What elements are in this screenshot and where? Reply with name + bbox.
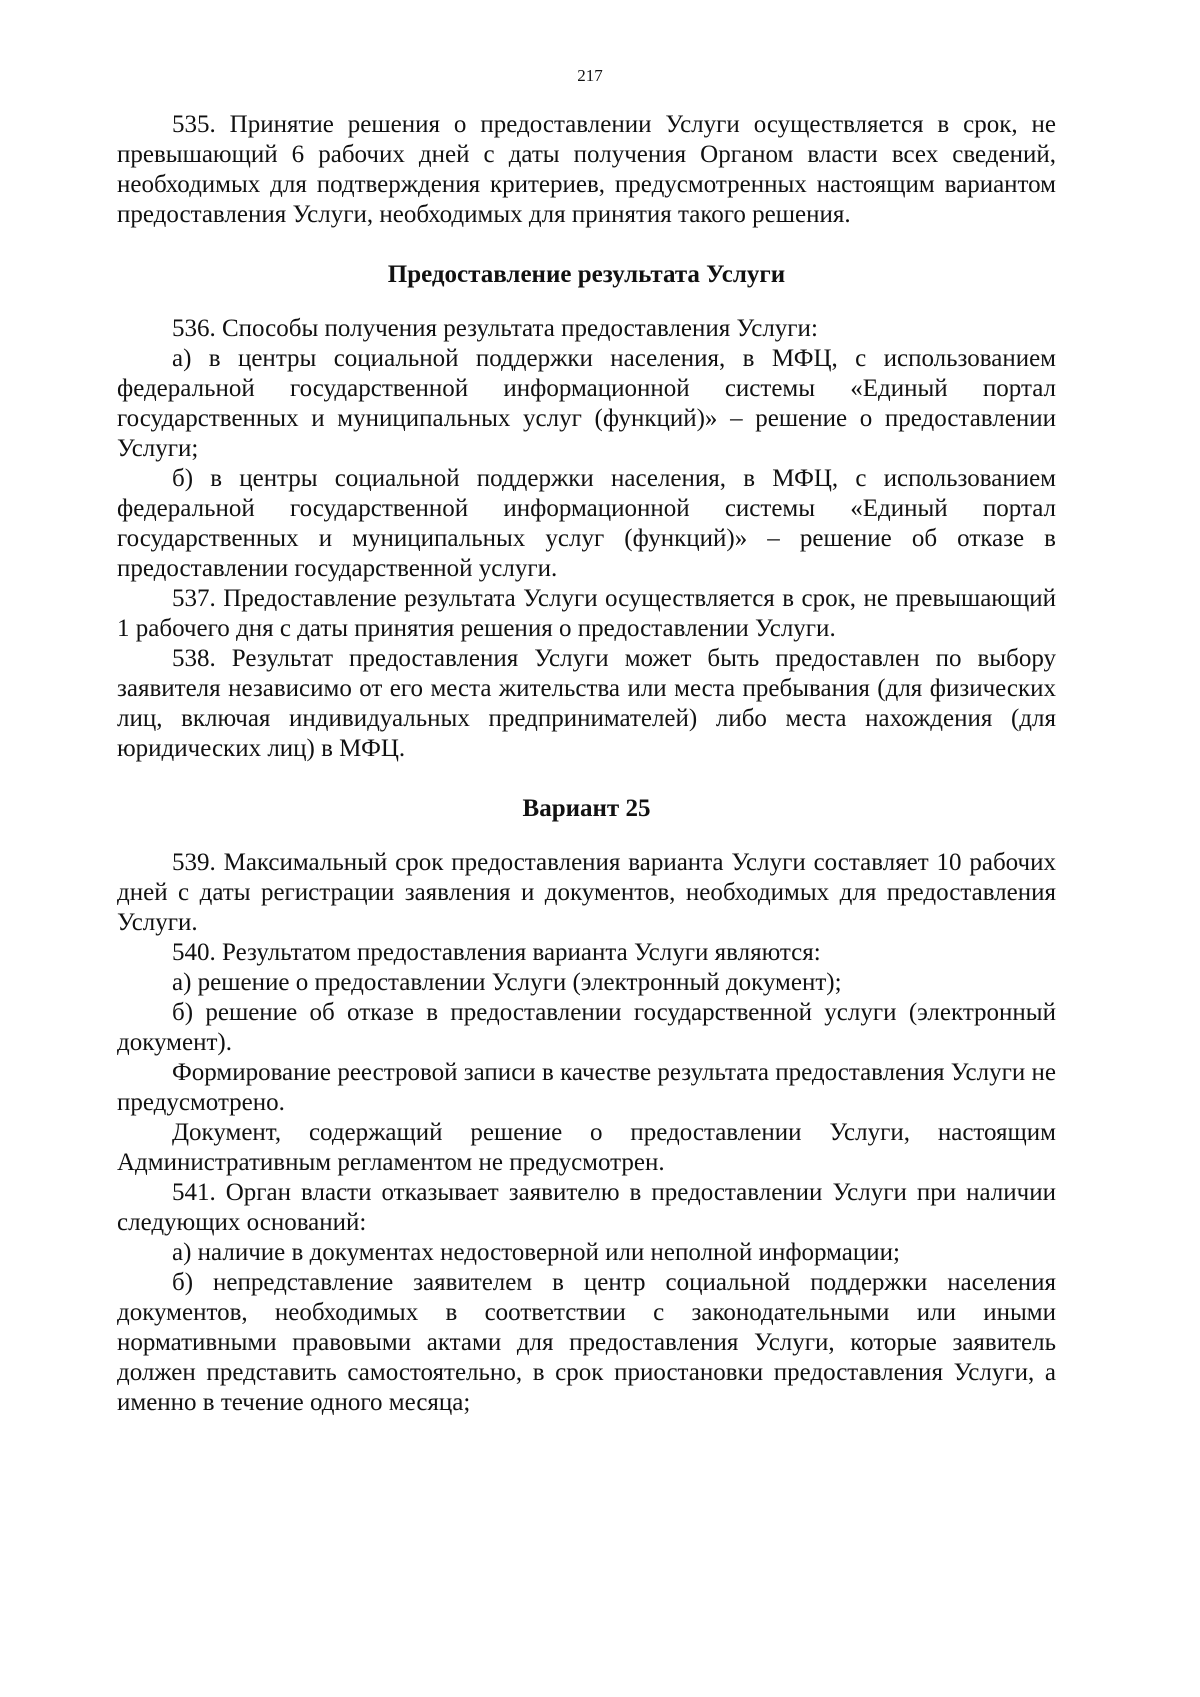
paragraph-539: 539. Максимальный срок предоставления варианта Услуги составляет 10 рабочих дней с даты регистрации заявления и документов, необходимых для предоставления Услуги. xyxy=(117,849,1056,936)
document-body xyxy=(117,110,1056,1418)
paragraph-538: 538. Результат предоставления Услуги может быть предоставлен по выбору заявителя независимо от его места жительства или места пребывания (для физических лиц, включая индивидуальных предпринимателей) либо места нахождения (для юридических лиц) в МФЦ. xyxy=(117,645,1056,762)
paragraph-541-b: б) непредставление заявителем в центр социальной поддержки населения документов, необходимых в соответствии с законодательными или иными нормативными правовыми актами для предоставления Услуги, которые заявитель должен представить самостоятельно, в срок приостановки предоставления Услуги, а именно в течение одного месяца; xyxy=(117,1269,1056,1416)
paragraph-536-b: б) в центры социальной поддержки населения, в МФЦ, с использованием федеральной государственной информационной системы «Единый портал государственных и муниципальных услуг (функций)» – решение об отказе в предоставлении государственной услуги. xyxy=(117,465,1056,582)
section-heading-variant-25: Вариант 25 xyxy=(522,795,651,822)
paragraph-541: 541. Орган власти отказывает заявителю в предоставлении Услуги при наличии следующих оснований: xyxy=(117,1179,1056,1236)
page-number: 217 xyxy=(577,66,603,85)
paragraph-535: 535. Принятие решения о предоставлении Услуги осуществляется в срок, не превышающий 6 рабочих дней с даты получения Органом власти всех сведений, необходимых для подтверждения критериев, предусмотренных настоящим вариантом предоставления Услуги, необходимых для принятия такого решения. xyxy=(117,111,1056,228)
paragraph-536: 536. Способы получения результата предоставления Услуги: xyxy=(172,315,818,342)
paragraph-540: 540. Результатом предоставления варианта Услуги являются: xyxy=(172,939,821,966)
paragraph-536-a: а) в центры социальной поддержки населения, в МФЦ, с использованием федеральной государственной информационной системы «Единый портал государственных и муниципальных услуг (функций)» – решение о предоставлении Услуги; xyxy=(117,345,1056,462)
paragraph-540-a: а) решение о предоставлении Услуги (электронный документ); xyxy=(172,969,842,996)
section-heading-result: Предоставление результата Услуги xyxy=(387,261,786,288)
paragraph-registry-record: Формирование реестровой записи в качестве результата предоставления Услуги не предусмотрено. xyxy=(117,1059,1056,1116)
paragraph-541-a: а) наличие в документах недостоверной или неполной информации; xyxy=(172,1239,900,1266)
paragraph-decision-document: Документ, содержащий решение о предоставлении Услуги, настоящим Административным регламентом не предусмотрен. xyxy=(117,1119,1056,1176)
paragraph-537: 537. Предоставление результата Услуги осуществляется в срок, не превышающий 1 рабочего дня с даты принятия решения о предоставлении Услуги. xyxy=(117,585,1056,642)
paragraph-540-b: б) решение об отказе в предоставлении государственной услуги (электронный документ). xyxy=(117,999,1056,1056)
